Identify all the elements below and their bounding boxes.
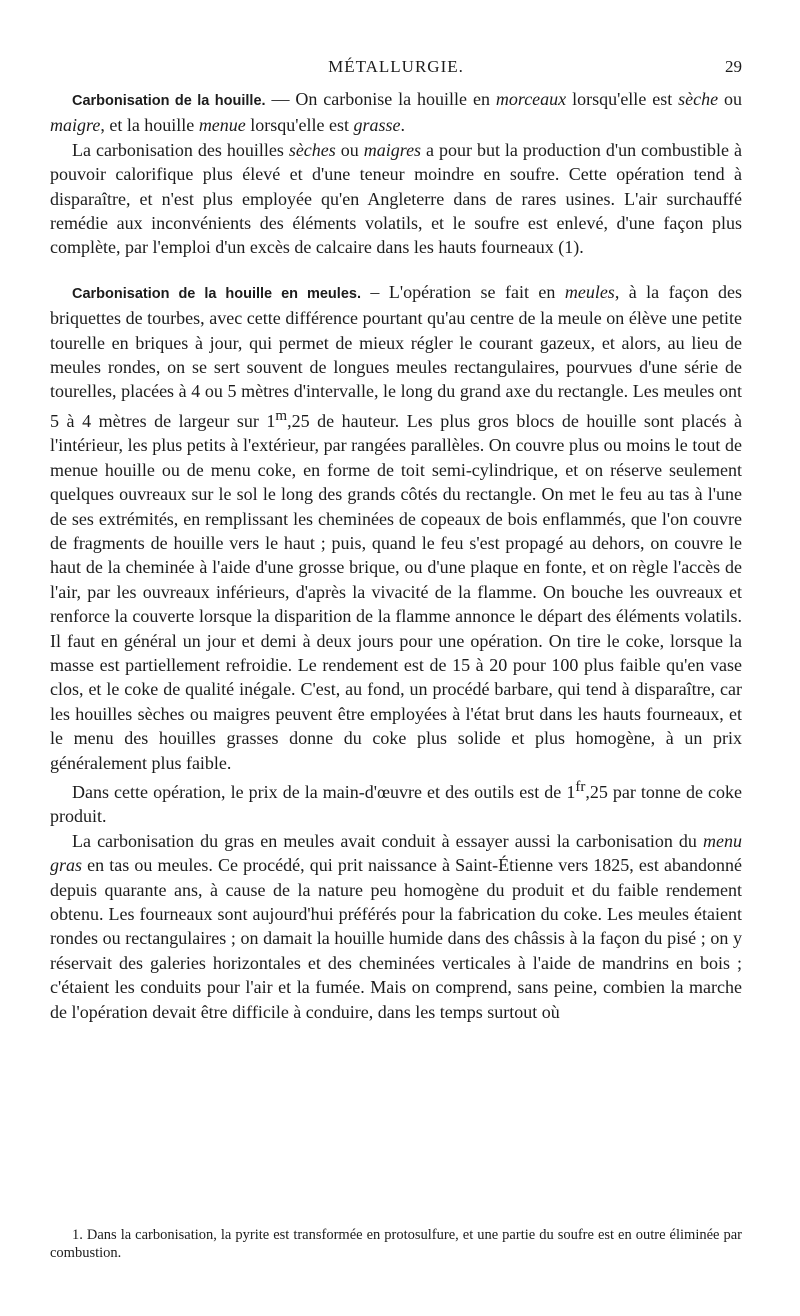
paragraph-carbonisation-houille: Carbonisation de la houille. — On carbonise la houille en morceaux lorsqu'elle est sèche ou maigre, et la houille menue lorsqu'elle est grasse. (50, 89, 742, 136)
running-title: MÉTALLURGIE. (328, 57, 464, 76)
page-header (50, 57, 742, 81)
page-number: 29 (725, 57, 742, 76)
section-heading-carbonisation: Carbonisation de la houille. (72, 93, 266, 109)
paragraph-meules: Carbonisation de la houille en meules. – L'opération se fait en meules, à la façon des briquettes de tourbes, avec cette différence pourtant qu'au centre de la meule on élève une petite tourelle en briques à jour, qui permet de mieux régler le courant gazeux, et alors, au lieu de meules rondes, on se sert souvent de longues meules rectangulaires, pourvues d'une série de tourelles, placées à 4 ou 5 mètres d'intervalle, le long du grand axe du rectangle. Les meules ont 5 à 4 mètres de largeur sur 1$^m$,25 de hauteur. Les plus gros blocs de houille sont placés à l'intérieur, les plus petits à l'extérieur, par rangées parallèles. On couvre plus ou moins le tout de menue houille ou de menu coke, en forme de toit semi-cylindrique, et on réserve seulement quelques ouvreaux sur le sol le long des grands côtés du rectangle. On met le feu au tas à l'une de ses extrémités, en remplissant les cheminées de copeaux de bois enflammés, que l'on couvre de fragments de houille vers le haut ; puis, quand le feu s'est propagé au dehors, on couvre le haut de la cheminée à l'aide d'une grosse brique, ou d'une plaque en fonte, et on règle l'accès de l'air, par les ouvreaux inférieurs, d'après la vivacité de la flamme. On bouche les ouvreaux et renforce la couverte lorsque la disparition de la flamme annonce le départ des éléments volatils. Il faut en général un jour et demi à deux jours pour une opération. On tire le coke, lorsque la masse est partiellement refroidie. Le rendement est de 15 à 20 pour 100 plus faible qu'en vase clos, et le coke de qualité inégale. C'est, au fond, un procédé barbare, qui tend à disparaître, car les houilles sèches ou maigres peuvent être employées à l'état brut dans les hauts fourneaux, et le menu des houilles grasses donne du coke plus solide et plus homogène, à un prix généralement plus faible. (50, 281, 743, 773)
paragraph-houilles-seches: La carbonisation des houilles sèches ou maigres a pour but la production d'un combustible à pouvoir calorifique plus élevé et d'une teneur moindre en soufre. Cette opération tend à disparaître, et n'est plus employée qu'en Angleterre dans de rares usines. L'air surchauffé remédie aux inconvénients des éléments volatils, et le soufre est enlevé, d'une façon plus complète, par l'emploi d'un excès de calcaire dans les hauts fourneaux (1). (50, 139, 742, 258)
paragraph-menu-gras: La carbonisation du gras en meules avait conduit à essayer aussi la carbonisation du menu gras en tas ou meules. Ce procédé, qui prit naissance à Saint-Étienne vers 1825, est abandonné depuis quarante ans, à cause de la nature peu homogène du produit et du faible rendement obtenu. Les fourneaux sont aujourd'hui préférés pour la fabrication du coke. Les meules étaient rondes ou rectangulaires ; on damait la houille humide dans des châssis à la façon du pisé ; on y réservait des galeries horizontales et des cheminées verticales à l'aide de mandrins en bois ; c'étaient les conduits pour l'air et la fumée. Mais on comprend, sans peine, combien la marche de l'opération devait être difficile à conduire, dans les temps surtout où (50, 830, 742, 1022)
body-text (50, 87, 742, 1024)
section-heading-meules: Carbonisation de la houille en meules. (72, 285, 361, 302)
paragraph-prix-main-oeuvre: Dans cette opération, le prix de la main-d'œuvre et des outils est de $1^{fr},25$ par tonne de coke produit. (50, 778, 742, 827)
footnote: 1. Dans la carbonisation, la pyrite est transformée en protosulfure, et une partie du soufre est en outre éliminée par combustion. (50, 1227, 742, 1261)
